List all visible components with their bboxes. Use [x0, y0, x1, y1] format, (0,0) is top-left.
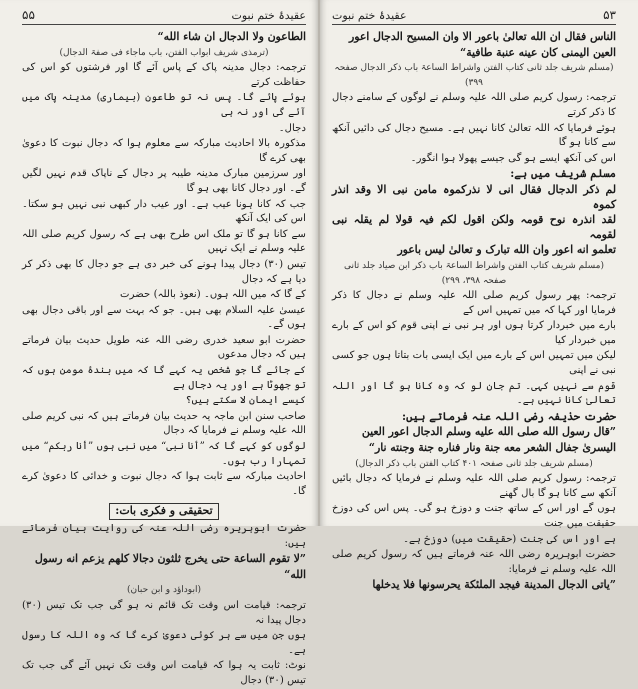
- right-page: [320, 0, 638, 592]
- text-line: قوم سے نہیں کہی۔ تم جان لو کہ وہ کانا ہو گا اور اللہ تعالیٰ کانا نہیں ہے۔: [332, 380, 616, 407]
- arabic-line: الله“: [284, 567, 306, 581]
- text-line: بارے میں خبردار کرتا ہوں اور ہر نبی نے اپنی قوم کو اس کے بارے میں خبردار کیا: [332, 320, 616, 346]
- arabic-line: العین الیمنی کان عینه عنبة طافیة“: [460, 45, 616, 59]
- left-page-number: ۵۵: [22, 8, 35, 22]
- text-line: کیسے ایمان لا سکتے ہیں؟: [185, 395, 306, 407]
- text-line: سے کانا ہو گا تو ملک اس طرح بھی ہے کہ رسول کریم صلی اللہ علیہ وسلم نے ایک نہیں: [22, 228, 306, 255]
- subheading: حضرت حذیفہ رضی اللہ عنہ فرماتے ہیں:: [402, 409, 616, 423]
- text-line: ہوں جن میں سے ہر کوئی دعویٰ کرے گا کہ وہ اللہ کا رسول ہے۔: [22, 630, 306, 656]
- text-line: اس کی آنکھ ایسے ہو گی جیسے پھولا ہوا انگور۔: [410, 152, 616, 164]
- text-line: لیکن میں تمہیں اس کے بارے میں ایک ایسی بات بتاتا ہوں جو کسی نبی نے اپنی: [332, 350, 616, 377]
- text-line: ترجمہ: رسول کریم صلی اللہ علیہ وسلم نے فرمایا کہ دجال بائیں آنکھ سے کانا ہو گا بال گھنے: [332, 473, 616, 499]
- text-line: صاحب سنن ابن ماجہ یہ حدیث بیان فرماتے ہیں کہ نبی کریم صلی اللہ علیہ وسلم نے فرمایا کہ دجال: [22, 410, 306, 437]
- left-running-header: [22, 8, 306, 25]
- text-line: دجال۔: [278, 122, 306, 134]
- text-line: نوٹ: ثابت یہ ہوا کہ قیامت اس وقت تک نہیں آئے گی جب تک تیس (۳۰) دجال: [22, 660, 306, 686]
- arabic-line: ”لا تقوم الساعة حتى يخرج ثلثون دجالا كلهم يزعم انه رسول: [34, 552, 306, 566]
- text-line: ہوئے پائے گا۔ پس نہ تو طاعون (بیماری) مدینہ پاک میں آئے گی اور نہ ہی: [22, 92, 306, 118]
- text-line: ترجمہ: پھر رسول کریم صلی اللہ علیہ وسلم نے دجال کا ذکر فرمایا اور کہا کہ میں تمہیں اس کے: [332, 290, 616, 316]
- right-page-body: [332, 30, 616, 593]
- text-line: ترجمہ: رسول کریم صلی اللہ علیہ وسلم نے لوگوں کے سامنے دجال کا ذکر کرتے: [332, 92, 616, 118]
- section-heading: تحقیقی و فکری بات:: [109, 503, 218, 520]
- text-line: جب کہ کانا ہونا عیب ہے۔ اور عیب دار کبھی نبی نہیں ہو سکتا۔ اس کی ایک آنکھ: [22, 198, 306, 225]
- text-line: کے جائے گا جو شخص یہ کہے گا کہ میں بندۂ مومن ہوں کہ تو جھوٹا ہے اور یہ دجال ہے: [22, 365, 306, 391]
- text-line: الطاعون ولا الدجال ان شاء الله“: [157, 30, 306, 43]
- arabic-line: الناس فقال ان الله تعالیٰ باعور الا وان المسیح الدجال اعور: [349, 30, 616, 43]
- left-running-title: عقیدۂ ختم نبوت: [231, 9, 306, 22]
- reference-line: (ترمذی شریف ابواب الفتن، باب ماجاء فی صفۃ الدجال): [59, 47, 269, 58]
- text-line: ترجمہ: قیامت اس وقت تک قائم نہ ہو گی جب تک تیس (۳۰) دجال پیدا نہ: [22, 599, 306, 626]
- arabic-line: الیسریٰ جفال الشعر معه جنة ونار فناره جنة وجنته نار“: [368, 441, 616, 455]
- arabic-line: تعلمو انه اعور وان الله تبارک و تعالیٰ لیس باعور: [397, 243, 616, 257]
- right-running-header: [332, 8, 616, 25]
- text-line: ہوں گے اور اس کے ساتھ جنت و دوزخ ہو گی۔ پس اس کی دوزخ حقیقت میں جنت: [332, 503, 616, 529]
- left-page: [0, 0, 318, 686]
- left-page-body: [22, 30, 306, 689]
- text-line: کے گا کہ میں اللہ ہوں۔ (نعوذ باللہ) حضرت: [120, 289, 306, 301]
- text-line: حضرت ابو سعید خدری رضی اللہ عنہ طویل حدیث بیان فرماتے ہیں کہ دجال مدعوں: [22, 334, 306, 361]
- arabic-line: لم ذکر الدجال فقال انی لا نذرکموہ مامن نبی الا وقد انذر کموہ: [332, 182, 616, 211]
- arabic-line: لقد انذرہ نوح قومہ ولکن اقول لکم فیہ قولا لم یقلہ نبی لقومہ: [332, 213, 616, 241]
- reference-line: (ابوداؤد و ابن حبان): [127, 585, 201, 596]
- text-line: حضرت ابوہریرہ رضی اللہ عنہ کی روایت بیان فرماتے ہیں:: [22, 523, 306, 549]
- arabic-line: ”یاتی الدجال المدینة فیجد الملئکة یحرسونها فلا یدخلها: [372, 578, 616, 592]
- text-line: مذکورہ بالا احادیث مبارکہ سے معلوم ہوا کہ دجال نبوت کا دعویٰ بھی کرے گا: [22, 138, 306, 164]
- text-line: احادیث مبارکہ سے ثابت ہوا کہ دجال نبوت و خدائی کا دعویٰ کرے گا۔: [22, 471, 306, 497]
- text-line: ہوئے فرمایا کہ اللہ تعالیٰ کانا نہیں ہے۔ مسیح دجال کی دائیں آنکھ سے کانا ہو گا: [332, 122, 616, 149]
- text-line: لوگوں کو کہے گا کہ ”أنا نبی“ میں نبی ہوں ”أنا ربکم“ میں تمہارا رب ہوں۔: [22, 441, 306, 467]
- reference-line: (مسلم شریف کتاب الفتن واشراط الساعۃ باب ذکر ابن صیاد جلد ثانی صفحہ ۳۹۸، ۲۹۹): [343, 260, 604, 286]
- text-line: تیس (۳۰) دجال پیدا ہونے کی خبر دی ہے جو دجال کا بھی ذکر کر دیا ہے کہ دجال: [22, 258, 306, 285]
- right-page-number: ۵۳: [603, 8, 616, 22]
- text-line: ترجمہ: دجال مدینہ پاک کے پاس آئے گا اور فرشتوں کو اس کی حفاظت کرتے: [22, 62, 306, 88]
- subheading: مسلم شریف میں ہے:: [510, 167, 616, 181]
- reference-line: (مسلم شریف جلد ثانی کتاب الفتن واشراط الساعۃ باب ذکر الدجال صفحہ ۳۹۹): [334, 63, 614, 88]
- arabic-line: ”قال رسول الله صلی الله علیه وسلم الدجال اعور العین: [361, 425, 616, 439]
- right-running-title: عقیدۂ ختم نبوت: [332, 9, 407, 22]
- text-line: ہے اور اس کی جنت (حقیقت میں) دوزخ ہے۔: [403, 533, 616, 545]
- text-line: حضرت ابوہریرہ رضی اللہ عنہ فرماتے ہیں کہ رسول کریم صلی اللہ علیہ وسلم نے فرمایا:: [332, 549, 616, 575]
- reference-line: (مسلم شریف جلد ثانی صفحہ ۴۰۱ کتاب الفتن باب ذکر الدجال): [355, 458, 593, 469]
- text-line: اور سرزمین مبارک مدینہ طیبہ پر دجال کے ناپاک قدم نہیں لگیں گے۔ اور دجال کانا بھی ہو گا: [22, 168, 306, 194]
- text-line: عیسیٰ علیہ السلام بھی ہیں۔ جو کہ بہت سے اور باقی دجال بھی ہوں گے۔: [22, 304, 306, 331]
